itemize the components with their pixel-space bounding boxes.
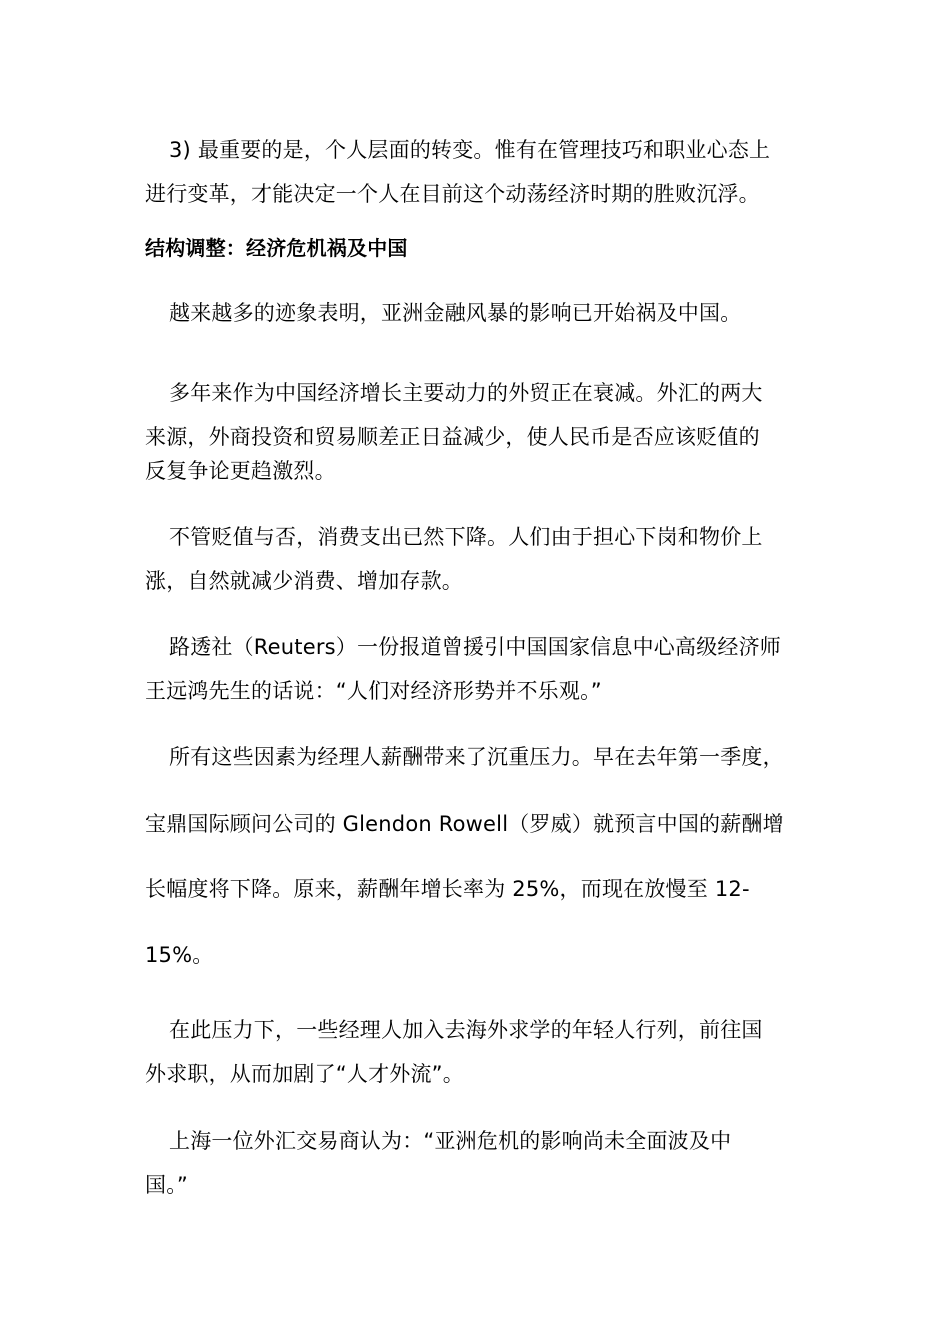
paragraph-line: 上海一位外汇交易商认为：“亚洲危机的影响尚未全面波及中 xyxy=(169,1129,732,1153)
paragraph-line: 在此压力下，一些经理人加入去海外求学的年轻人行列，前往国 xyxy=(169,1018,763,1042)
paragraph-line: 国。” xyxy=(145,1173,188,1197)
paragraph-line: 越来越多的迹象表明，亚洲金融风暴的影响已开始祸及中国。 xyxy=(169,301,742,325)
section-heading: 结构调整：经济危机祸及中国 xyxy=(145,236,408,260)
paragraph-line: 来源，外商投资和贸易顺差正日益减少，使人民币是否应该贬值的 xyxy=(145,425,760,449)
paragraph-line: 所有这些因素为经理人薪酬带来了沉重压力。早在去年第一季度， xyxy=(169,745,784,769)
paragraph-line: 多年来作为中国经济增长主要动力的外贸正在衰减。外汇的两大 xyxy=(169,381,763,405)
paragraph-line: 长幅度将下降。原来，薪酬年增长率为 25%，而现在放慢至 12- xyxy=(145,877,750,901)
paragraph-line: 不管贬值与否，消费支出已然下降。人们由于担心下岗和物价上 xyxy=(169,525,763,549)
paragraph-line: 王远鸿先生的话说：“人们对经济形势并不乐观。” xyxy=(145,679,602,703)
paragraph-line: 3) 最重要的是，个人层面的转变。惟有在管理技巧和职业心态上 xyxy=(169,138,771,162)
paragraph-line: 15%。 xyxy=(145,943,214,967)
paragraph-line: 进行变革，才能决定一个人在目前这个动荡经济时期的胜败沉浮。 xyxy=(145,182,760,206)
paragraph-line: 宝鼎国际顾问公司的 Glendon Rowell（罗威）就预言中国的薪酬增 xyxy=(145,812,784,836)
paragraph-line: 反复争论更趋激烈。 xyxy=(145,459,336,483)
paragraph-line: 外求职，从而加剧了“人才外流”。 xyxy=(145,1062,464,1086)
paragraph-line: 涨，自然就减少消费、增加存款。 xyxy=(145,569,463,593)
paragraph-line: 路透社（Reuters）一份报道曾援引中国国家信息中心高级经济师 xyxy=(169,635,782,659)
